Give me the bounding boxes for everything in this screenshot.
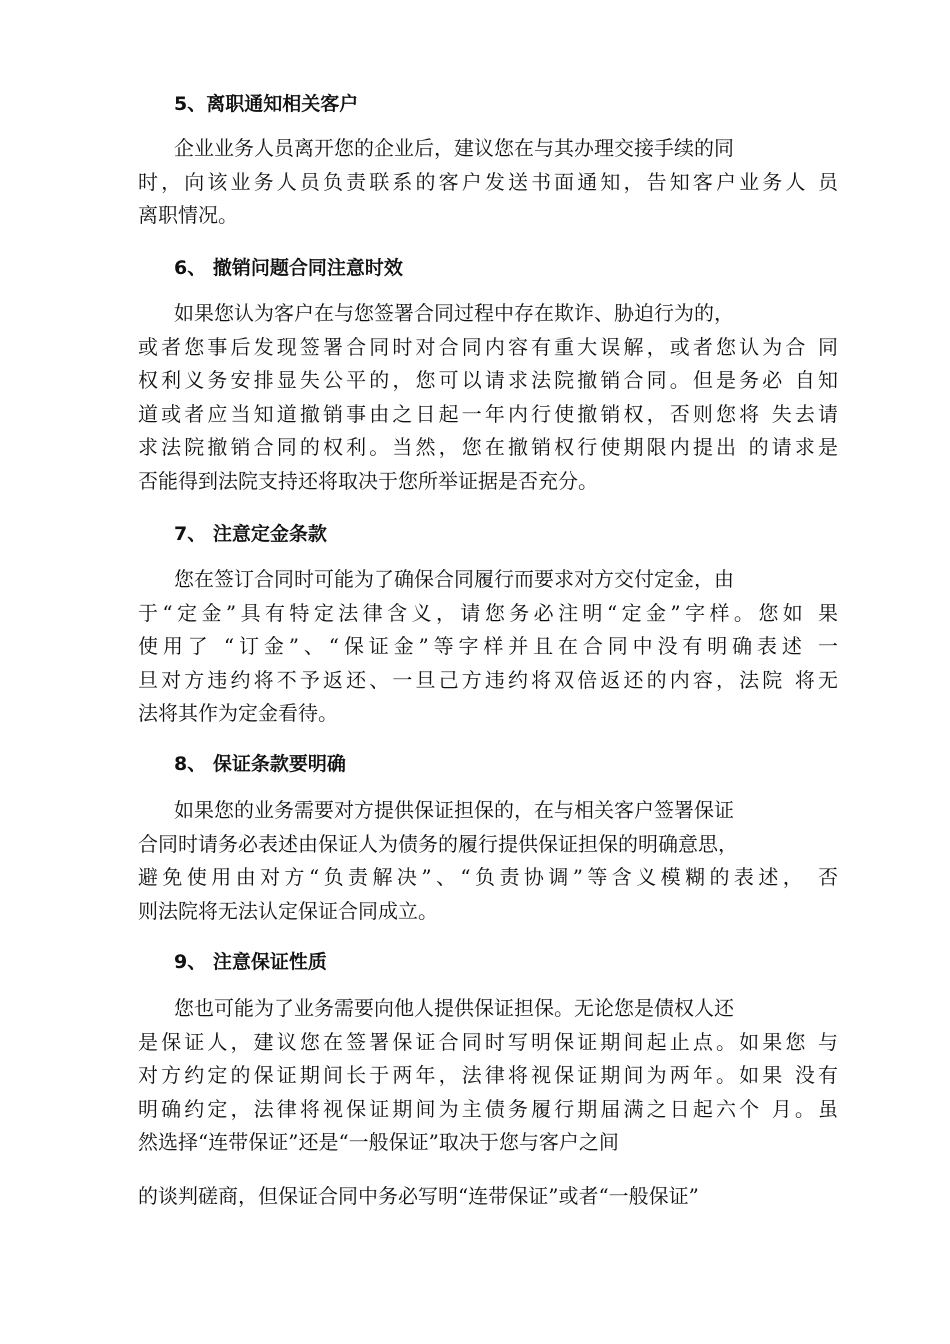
trailing-paragraph [138,1180,838,1214]
section-5-heading: 5、离职通知相关客户 [174,93,359,115]
section-9-body [138,992,838,1160]
section-8-line-1: 如果您的业务需要对方提供保证担保的，在与相关客户签署保证 [174,798,734,822]
section-6-heading: 6、 撤销问题合同注意时效 [174,257,403,279]
section-9-heading: 9、 注意保证性质 [174,951,327,973]
section-6-line-5: 求法院撤销合同的权利。当然，您在撤销权行使期限内提出 的请求是 [138,435,838,459]
section-5-line-1: 企业业务人员离开您的企业后，建议您在与其办理交接手续的同 [174,136,734,160]
section-7-line-1: 您在签订合同时可能为了确保合同履行而要求对方交付定金，由 [174,567,734,591]
section-8-line-2: 合同时请务必表述由保证人为债务的履行提供保证担保的明确意思， [138,831,738,856]
section-9-line-4: 明确约定，法律将视保证期间为主债务履行期届满之日起六个 月。虽 [138,1096,838,1121]
section-8-line-4: 则法院将无法认定保证合同成立。 [138,898,438,923]
section-7-line-2: 于“定金”具有特定法律含义，请您务必注明“定金”字样。您如 果 [138,600,838,625]
section-6-line-1: 如果您认为客户在与您签署合同过程中存在欺诈、胁迫行为的， [174,301,734,325]
section-7-line-3: 使用了 “订金”、“保证金”等字样并且在合同中没有明确表述 一 [138,634,838,658]
section-7-line-4: 旦对方违约将不予返还、一旦己方违约将双倍返还的内容，法院 将无 [138,667,838,692]
section-8-body [138,794,838,928]
section-9-line-5: 然选择“连带保证”还是“一般保证”取决于您与客户之间 [138,1130,619,1154]
trailing-line: 的谈判磋商，但保证合同中务必写明“连带保证”或者“一般保证” [138,1184,699,1208]
section-8-heading: 8、 保证条款要明确 [174,753,346,775]
section-6-body [138,297,838,498]
section-5-line-3: 离职情况。 [138,203,238,227]
section-6-line-4: 道或者应当知道撤销事由之日起一年内行使撤销权，否则您将 失去请 [138,401,838,426]
section-5-line-2: 时，向该业务人员负责联系的客户发送书面通知，告知客户业务人 员 [138,169,838,194]
section-9-line-1: 您也可能为了业务需要向他人提供保证担保。无论您是债权人还 [174,996,734,1020]
section-6-line-2: 或者您事后发现签署合同时对合同内容有重大误解，或者您认为合 同 [138,334,838,359]
section-8-line-3: 避免使用由对方“负责解决”、“负责协调”等含义模糊的表述， 否 [138,865,838,889]
section-6-line-6: 否能得到法院支持还将取决于您所举证据是否充分。 [138,468,598,493]
section-6-line-3: 权利义务安排显失公平的，您可以请求法院撤销合同。但是务必 自知 [138,368,838,392]
section-7-body [138,563,838,731]
section-7-line-5: 法将其作为定金看待。 [138,701,338,725]
section-7-heading: 7、 注意定金条款 [174,523,327,545]
section-9-line-2: 是保证人，建议您在签署保证合同时写明保证期间起止点。如果您 与 [138,1029,838,1054]
section-5-body [138,132,838,233]
section-9-line-3: 对方约定的保证期间长于两年，法律将视保证期间为两年。如果 没有 [138,1063,838,1087]
